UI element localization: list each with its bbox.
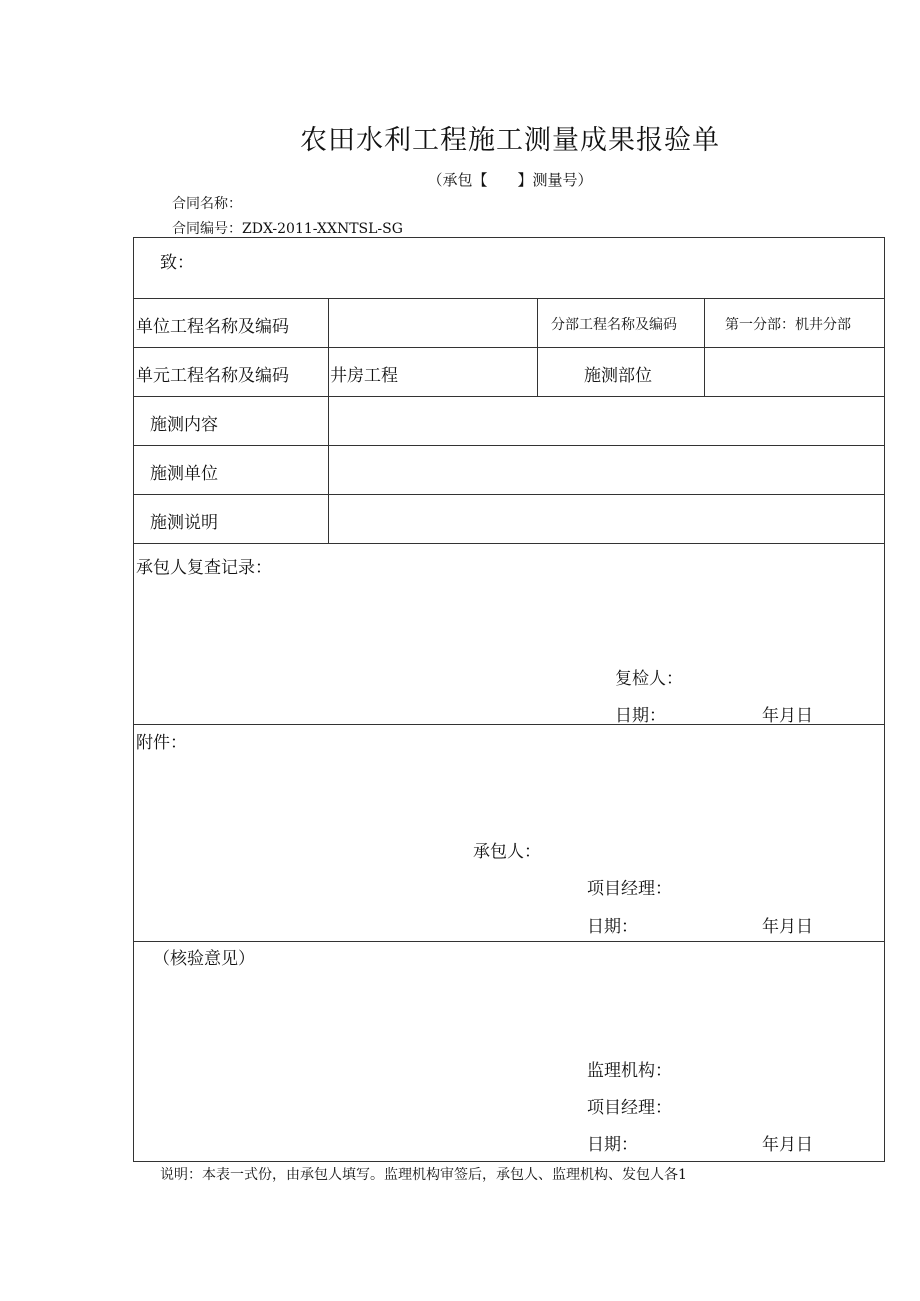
contract-name-label: 合同名称： xyxy=(172,196,242,212)
survey-description-label: 施测说明 xyxy=(150,513,218,533)
column-divider xyxy=(537,298,538,396)
row-divider xyxy=(133,445,885,446)
row-divider xyxy=(133,941,885,942)
row-divider xyxy=(133,396,885,397)
row-divider xyxy=(133,298,885,299)
unit-project-field[interactable] xyxy=(334,312,532,336)
supervisor-label: 监理机构： xyxy=(587,1061,672,1081)
verification-date-ymd: 年月日 xyxy=(762,1135,813,1155)
attachment-label: 附件： xyxy=(136,733,187,753)
survey-content-field[interactable] xyxy=(334,402,879,440)
row-divider xyxy=(133,543,885,544)
element-project-field[interactable]: 井房工程 xyxy=(330,366,398,386)
form-title: 农田水利工程施工测量成果报验单 xyxy=(300,125,720,156)
survey-content-label: 施测内容 xyxy=(150,415,218,435)
division-label: 分部工程名称及编码 xyxy=(551,317,677,333)
attachment-pm-label: 项目经理： xyxy=(587,879,672,899)
contractor-label: 承包人： xyxy=(473,842,541,862)
footnote: 说明：本表一式份，由承包人填写。监理机构审签后，承包人、监理机构、发包人各1 xyxy=(160,1167,687,1183)
rechecker-label: 复检人： xyxy=(615,669,683,689)
row-divider xyxy=(133,347,885,348)
element-project-label: 单元工程名称及编码 xyxy=(136,366,289,386)
contract-number: 合同编号：ZDX-2011-XXNTSL-SG xyxy=(172,221,403,237)
attachment-date-label: 日期： xyxy=(587,917,638,937)
to-label: 致： xyxy=(160,253,194,273)
survey-unit-label: 施测单位 xyxy=(150,464,218,484)
column-divider xyxy=(328,298,329,543)
review-record-label: 承包人复查记录： xyxy=(136,558,272,578)
division-field[interactable]: 第一分部：机井分部 xyxy=(725,317,851,333)
verification-date-label: 日期： xyxy=(587,1135,638,1155)
recipient-field[interactable] xyxy=(200,244,870,288)
survey-unit-field[interactable] xyxy=(334,451,879,489)
survey-description-field[interactable] xyxy=(334,500,879,538)
review-date-ymd: 年月日 xyxy=(762,706,813,726)
verification-opinion-label: （核验意见） xyxy=(153,949,255,969)
review-date-label: 日期： xyxy=(615,706,666,726)
form-subtitle: （承包【 】测量号） xyxy=(427,171,593,189)
survey-position-field[interactable] xyxy=(710,361,878,385)
column-divider xyxy=(704,298,705,396)
row-divider xyxy=(133,494,885,495)
unit-project-label: 单位工程名称及编码 xyxy=(136,317,289,337)
survey-position-label: 施测部位 xyxy=(584,366,652,386)
attachment-date-ymd: 年月日 xyxy=(762,917,813,937)
verification-pm-label: 项目经理： xyxy=(587,1098,672,1118)
